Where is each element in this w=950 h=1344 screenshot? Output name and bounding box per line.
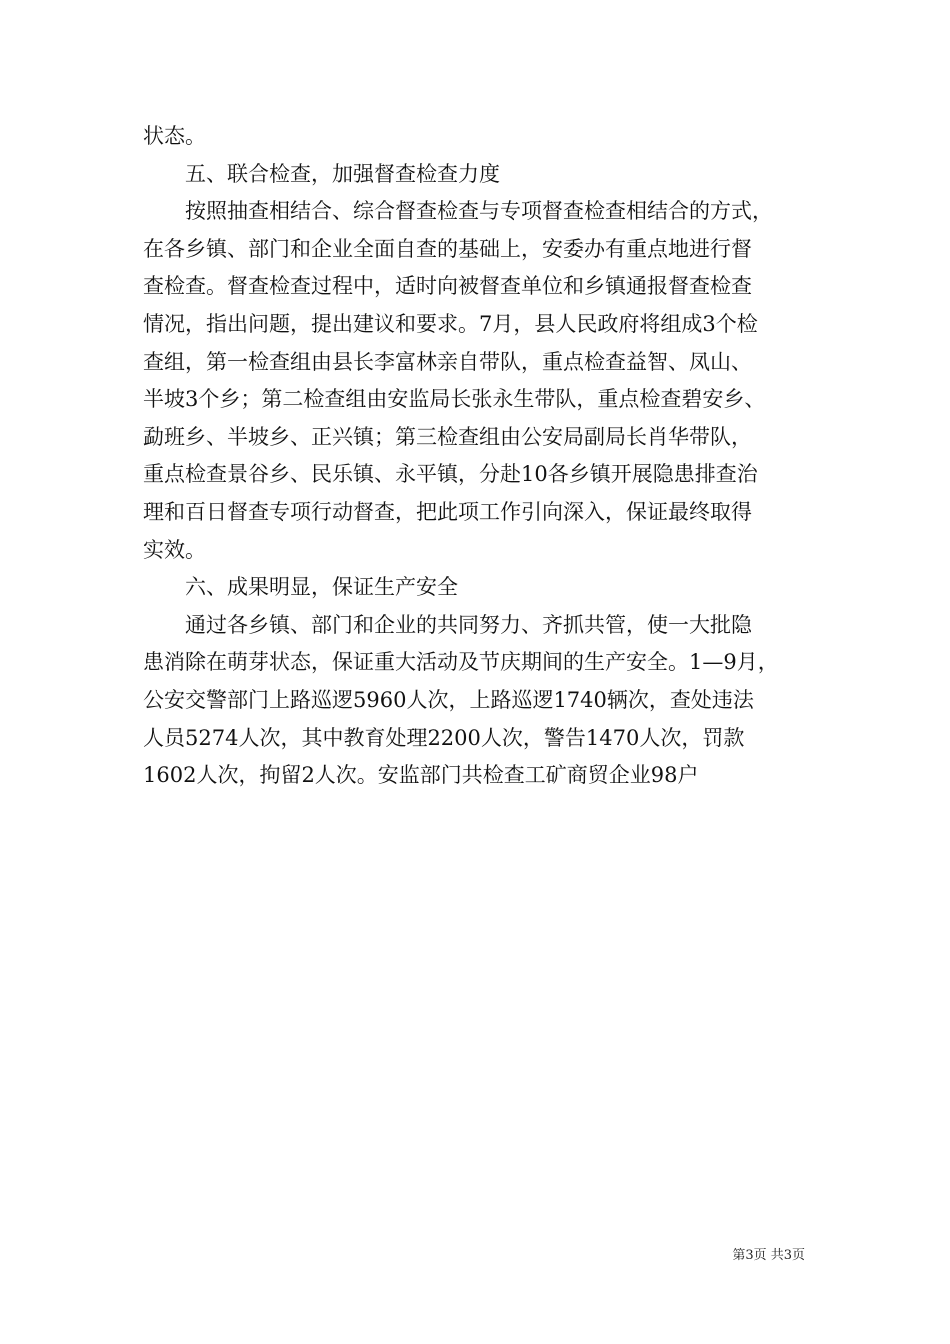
section-heading-five: 五、联合检查，加强督查检查力度: [185, 161, 500, 186]
text-line: 在各乡镇、部门和企业全面自查的基础上，安委办有重点地进行督: [143, 236, 752, 261]
text-line: 患消除在萌芽状态，保证重大活动及节庆期间的生产安全。1—9月，: [143, 650, 779, 675]
text-line: 实效。: [143, 537, 206, 562]
document-body: [143, 118, 833, 795]
text-line: 状态。: [143, 124, 206, 148]
text-line: 勐班乡、半坡乡、正兴镇；第三检查组由公安局副局长肖华带队，: [143, 424, 752, 449]
text-line: 半坡3个乡；第二检查组由安监局长张永生带队，重点检查碧安乡、: [143, 387, 766, 412]
text-line: 人员5274人次，其中教育处理2200人次，警告1470人次，罚款: [143, 725, 745, 750]
text-line: 查组，第一检查组由县长李富林亲自带队，重点检查益智、凤山、: [143, 349, 752, 374]
text-line: 公安交警部门上路巡逻5960人次，上路巡逻1740辆次，查处违法: [143, 687, 754, 712]
text-line: 查检查。督查检查过程中，适时向被督查单位和乡镇通报督查检查: [143, 274, 752, 299]
text-line: 通过各乡镇、部门和企业的共同努力、齐抓共管，使一大批隐: [185, 612, 752, 637]
text-line: 重点检查景谷乡、民乐镇、永平镇，分赴10各乡镇开展隐患排查治: [143, 462, 758, 487]
text-line: 按照抽查相结合、综合督查检查与专项督查检查相结合的方式，: [185, 199, 773, 224]
text-line: 理和百日督查专项行动督查，把此项工作引向深入，保证最终取得: [143, 499, 752, 524]
text-line: 1602人次，拘留2人次。安监部门共检查工矿商贸企业98户: [143, 763, 699, 788]
page-number: 第3页 共3页: [732, 1248, 805, 1263]
section-heading-six: 六、成果明显，保证生产安全: [185, 575, 458, 600]
text-line: 情况，指出问题，提出建议和要求。7月，县人民政府将组成3个检: [143, 311, 758, 336]
